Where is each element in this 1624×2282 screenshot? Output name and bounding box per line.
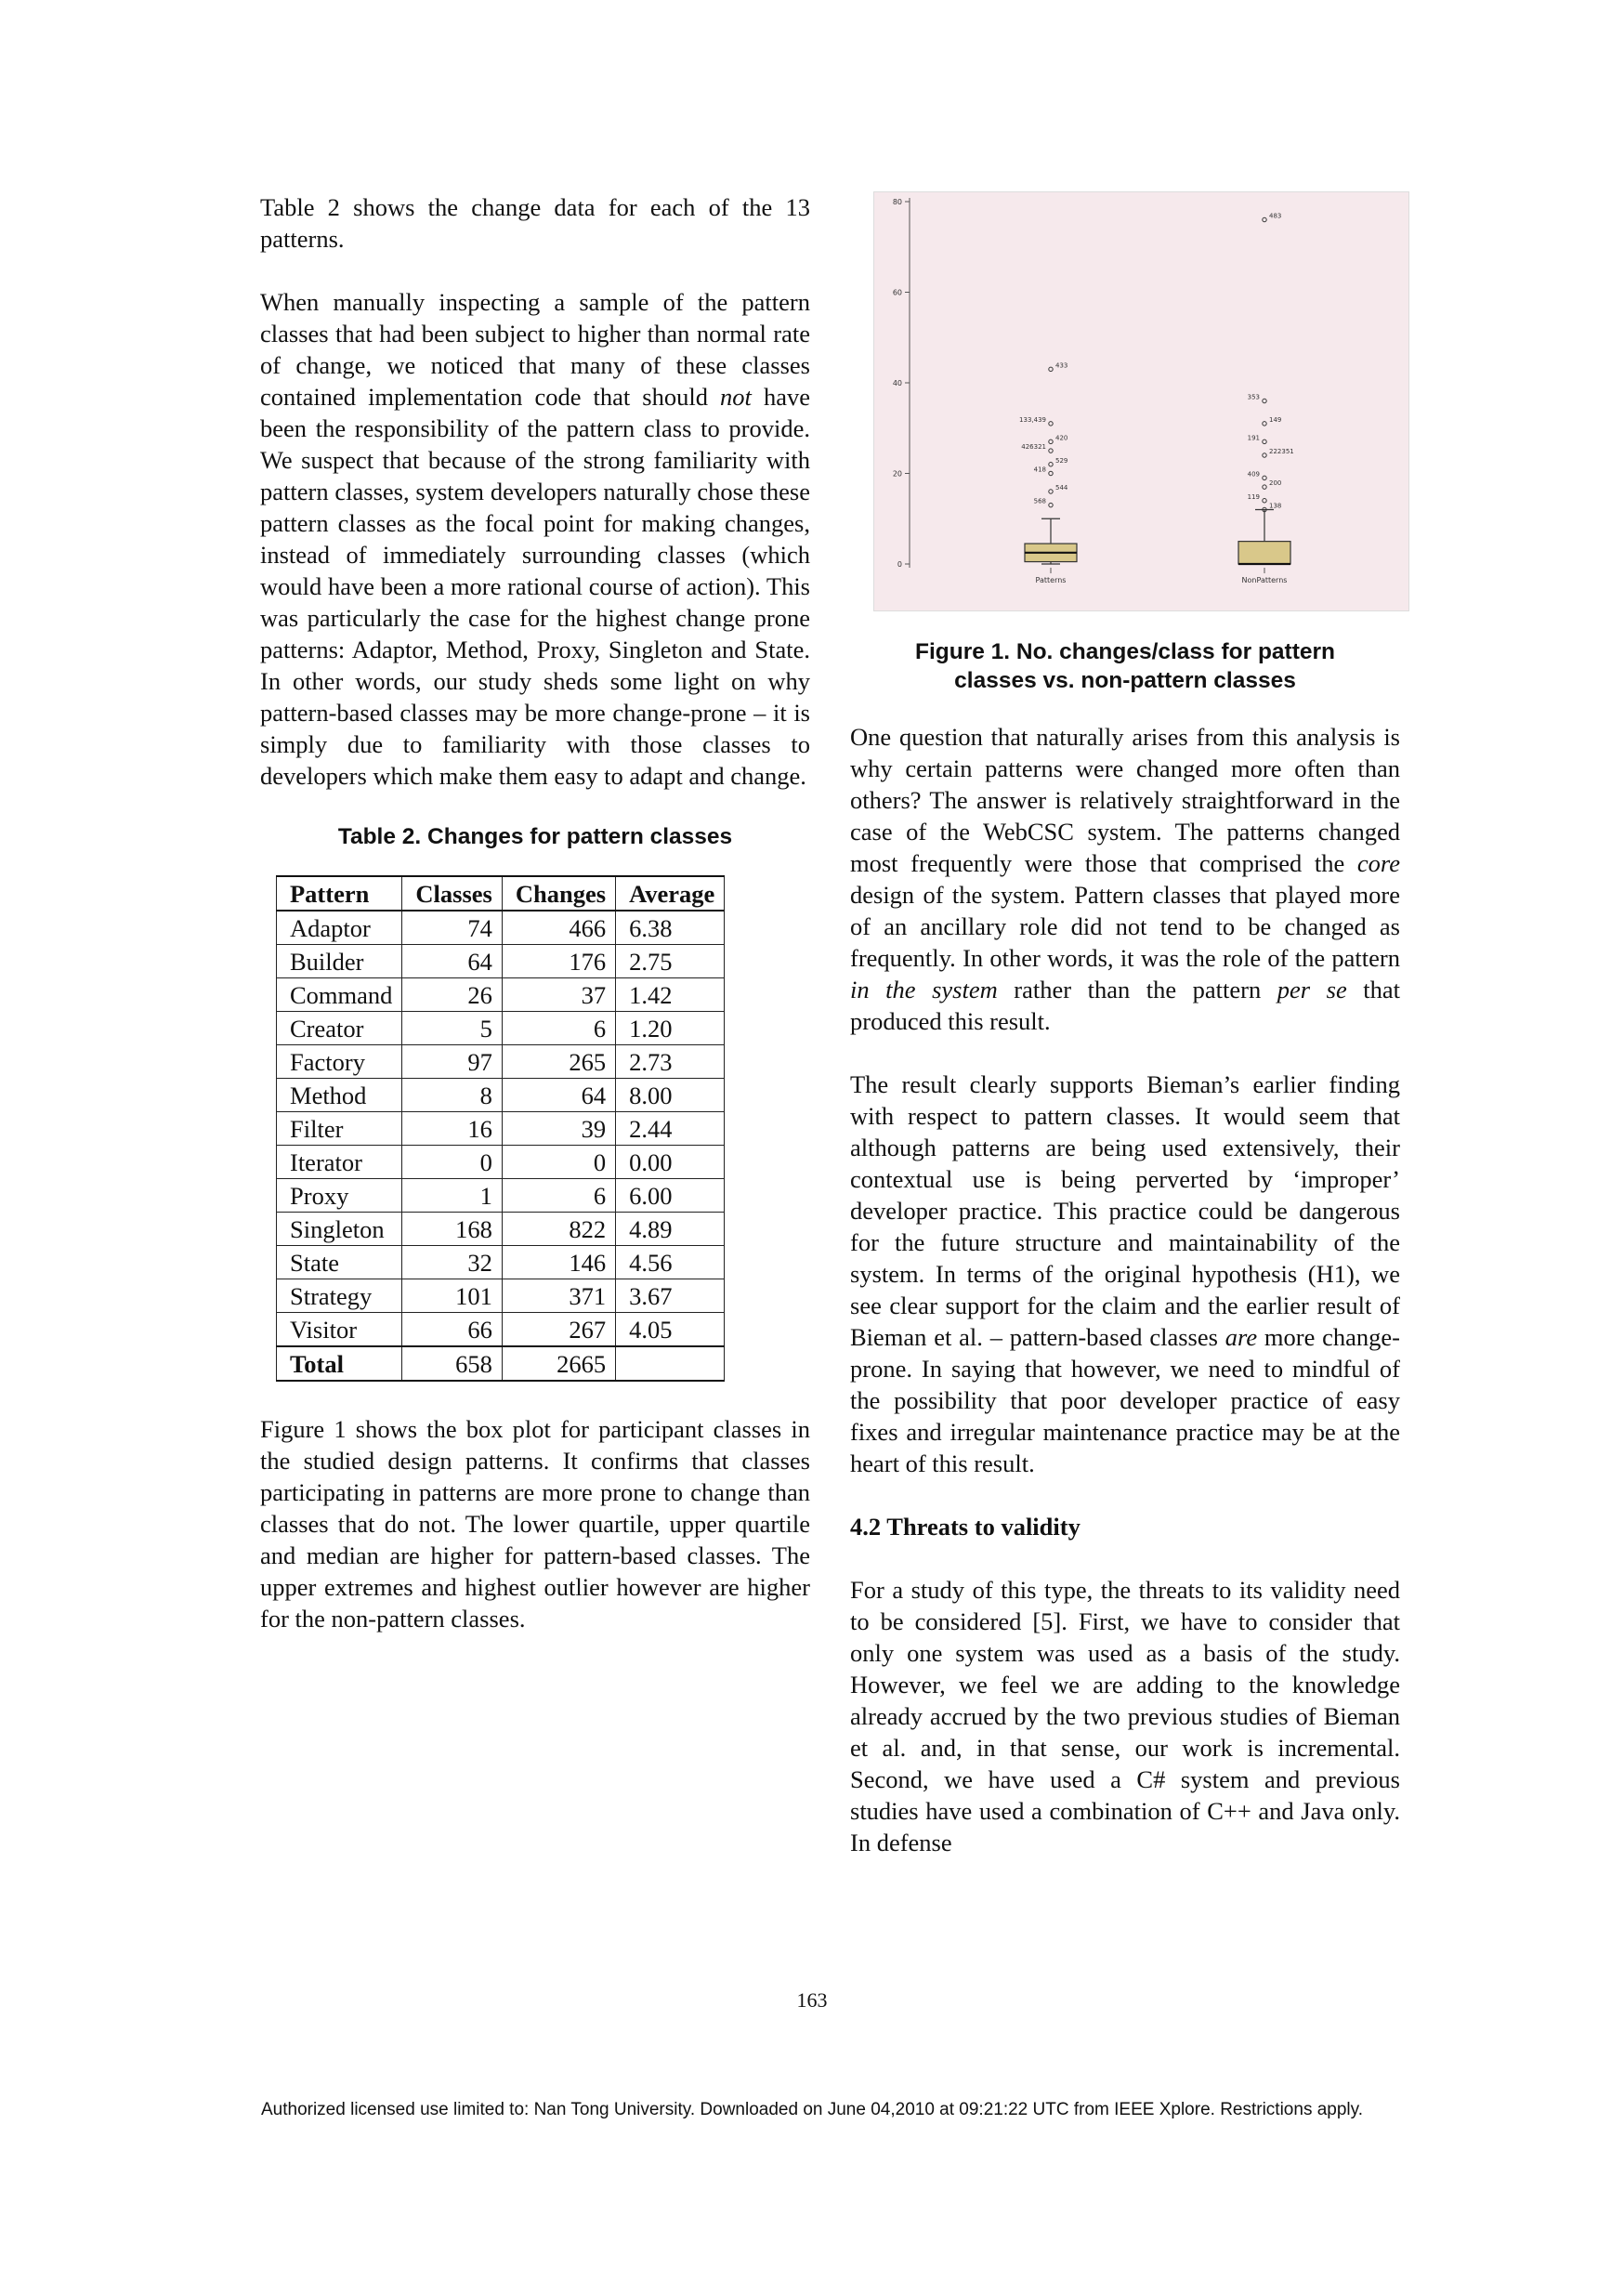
cell-changes: 146 [502, 1246, 615, 1279]
cell-changes: 267 [502, 1313, 615, 1347]
outlier-label: 133,439 [1019, 415, 1046, 424]
outlier-point [1049, 439, 1053, 443]
cell-pattern: Command [277, 978, 402, 1012]
paragraph: Table 2 shows the change data for each of the 13 patterns. [260, 193, 810, 253]
table-row [277, 1246, 725, 1279]
table-row [277, 1279, 725, 1313]
cell-changes: 6 [502, 1179, 615, 1213]
outlier-point [1049, 449, 1053, 452]
table-row [277, 1213, 725, 1246]
text-run: more change-prone. In saying that however, we need to mindful of the possibility that poor developer practice of easy fixes and irregular maintenance practice may be at the heart of this result. [850, 1323, 1401, 1477]
cell-pattern: Filter [277, 1112, 402, 1146]
cell-average: 4.56 [616, 1246, 725, 1279]
text-run: design of the system. Pattern classes that played more of an ancillary role did not tend to be changed as frequently. In other words, it was the role of the pattern [850, 881, 1400, 972]
outlier-label: 149 [1269, 415, 1282, 424]
emphasis: in the system [850, 976, 998, 1003]
table-row [277, 911, 725, 945]
emphasis: not [720, 383, 752, 411]
cell-pattern: Proxy [277, 1179, 402, 1213]
table-header-row [277, 876, 725, 911]
outlier-label: 222351 [1269, 448, 1294, 455]
outlier-point [1263, 217, 1266, 221]
paragraph [260, 286, 810, 792]
emphasis: core [1356, 849, 1400, 877]
cell-classes: 16 [402, 1112, 502, 1146]
figure-caption-line: classes vs. non-pattern classes [954, 668, 1296, 693]
cell-changes: 466 [502, 911, 615, 945]
table-row [277, 1079, 725, 1112]
cell-pattern: Strategy [277, 1279, 402, 1313]
cell-average: 6.38 [616, 911, 725, 945]
outlier-label: 119 [1247, 492, 1260, 501]
outlier-point [1049, 471, 1053, 475]
cell-pattern: Method [277, 1079, 402, 1112]
col-header: Changes [502, 876, 615, 911]
outlier-label: 568 [1033, 497, 1046, 505]
outlier-label: 138 [1269, 502, 1282, 510]
text-run: When manually inspecting a sample of the pattern classes that had been subject to higher than normal rate of change, we noticed that many of these classes contained implementation code that should [260, 288, 810, 411]
col-header: Pattern [277, 876, 402, 911]
emphasis: are [1225, 1323, 1258, 1351]
text-run: have been the responsibility of the pattern class to provide. We suspect that because of the strong familiarity with pattern classes, system developers naturally chose these pattern classes as the focal point for making changes, instead of immediately surrounding classes (which would have been a more rational course of action). This was particularly the case for the highest change prone patterns: Adaptor, Method, Proxy, Singleton and State. In other words, our study sheds some light on why pattern-based classes may be more change-prone – it is simply due to familiarity with those classes to developers which make them easy to adapt and change. [260, 383, 810, 790]
figure-1-boxplot [873, 191, 1409, 611]
outlier-point [1263, 399, 1266, 402]
outlier-label: 191 [1247, 434, 1260, 442]
cell-average: 8.00 [616, 1079, 725, 1112]
cell-classes: 168 [402, 1213, 502, 1246]
y-tick-label: 0 [897, 560, 902, 569]
cell-changes: 265 [502, 1045, 615, 1079]
cell-classes: 74 [402, 911, 502, 945]
outlier-label: 200 [1269, 479, 1282, 488]
table-row [277, 945, 725, 978]
box-rect [1238, 542, 1290, 564]
figure-caption-line: Figure 1. No. changes/class for pattern [914, 639, 1335, 664]
left-column [260, 191, 810, 1634]
cell-average: 2.75 [616, 945, 725, 978]
paragraph: For a study of this type, the threats to its validity need to be considered [5]. First, we have to consider that only one system was used as a basis of the study. However, we feel we are adding to the knowledge already accrued by the two previous studies of Bieman et al. and, in that sense, our work is incremental. Second, we have used a C# system and previous studies have used a combination of C++ and Java only. In defense [850, 1576, 1400, 1856]
table-row [277, 1313, 725, 1347]
table-row [277, 978, 725, 1012]
cell-pattern: Iterator [277, 1146, 402, 1179]
cell-pattern: State [277, 1246, 402, 1279]
table-caption: Table 2. Changes for pattern classes [337, 824, 733, 849]
cell-classes: 32 [402, 1246, 502, 1279]
y-tick-label: 60 [892, 288, 902, 297]
paragraph: Figure 1 shows the box plot for participant classes in the studied design patterns. It confirms that classes participating in patterns are more prone to change than classes that do not. The lower quartile, upper quartile and median are higher for pattern-based classes. The upper extremes and highest outlier however are higher for the non-pattern classes. [260, 1415, 810, 1633]
cell-average: 3.67 [616, 1279, 725, 1313]
cell-changes: 822 [502, 1213, 615, 1246]
text-run: that produced this result. [850, 976, 1401, 1035]
cell-average: 4.89 [616, 1213, 725, 1246]
cell-total-changes: 2665 [502, 1346, 615, 1381]
cell-classes: 26 [402, 978, 502, 1012]
table-row [277, 1179, 725, 1213]
text-run: One question that naturally arises from this analysis is why certain patterns were changed more often than others? The answer is relatively straightforward in the case of the WebCSC system. The patterns changed most frequently were those that comprised the [850, 723, 1400, 877]
cell-average: 1.42 [616, 978, 725, 1012]
cell-classes: 5 [402, 1012, 502, 1045]
cell-pattern: Creator [277, 1012, 402, 1045]
cell-classes: 101 [402, 1279, 502, 1313]
cell-classes: 64 [402, 945, 502, 978]
cell-changes: 64 [502, 1079, 615, 1112]
outlier-point [1263, 485, 1266, 489]
cell-average: 0.00 [616, 1146, 725, 1179]
emphasis: per se [1277, 976, 1347, 1003]
outlier-point [1049, 367, 1053, 371]
cell-changes: 37 [502, 978, 615, 1012]
section-heading: 4.2 Threats to validity [850, 1513, 1080, 1541]
outlier-point [1049, 422, 1053, 426]
cell-total-label: Total [277, 1346, 402, 1381]
paragraph [850, 1069, 1400, 1479]
right-column [850, 637, 1400, 1858]
text-run: rather than the pattern [997, 976, 1277, 1003]
table-total-row [277, 1346, 725, 1381]
cell-classes: 97 [402, 1045, 502, 1079]
outlier-label: 433 [1055, 361, 1068, 370]
cell-total-classes: 658 [402, 1346, 502, 1381]
cell-pattern: Factory [277, 1045, 402, 1079]
cell-average: 6.00 [616, 1179, 725, 1213]
x-category-label: NonPatterns [1241, 576, 1288, 584]
outlier-point [1049, 490, 1053, 493]
outlier-point [1263, 439, 1266, 443]
paragraph [850, 721, 1400, 1037]
cell-total-average [616, 1346, 725, 1381]
outlier-label: 483 [1269, 212, 1282, 220]
outlier-point [1263, 499, 1266, 503]
outlier-label: 409 [1247, 470, 1260, 479]
table-row [277, 1012, 725, 1045]
cell-pattern: Adaptor [277, 911, 402, 945]
cell-pattern: Builder [277, 945, 402, 978]
outlier-point [1263, 453, 1266, 457]
x-category-label: Patterns [1035, 576, 1067, 584]
outlier-point [1049, 503, 1053, 506]
cell-pattern: Singleton [277, 1213, 402, 1246]
col-header: Classes [402, 876, 502, 911]
table-row [277, 1045, 725, 1079]
cell-classes: 1 [402, 1179, 502, 1213]
cell-pattern: Visitor [277, 1313, 402, 1347]
y-tick-label: 80 [892, 198, 902, 206]
outlier-label: 418 [1033, 466, 1046, 474]
boxplot-chart [874, 192, 1408, 610]
cell-changes: 6 [502, 1012, 615, 1045]
cell-changes: 39 [502, 1112, 615, 1146]
outlier-point [1263, 422, 1266, 426]
changes-table [276, 875, 725, 1382]
table-row [277, 1112, 725, 1146]
cell-average: 2.73 [616, 1045, 725, 1079]
outlier-label: 420 [1055, 434, 1068, 442]
outlier-point [1263, 476, 1266, 479]
outlier-label: 353 [1247, 393, 1260, 401]
cell-classes: 8 [402, 1079, 502, 1112]
figure-caption [850, 637, 1400, 695]
cell-classes: 0 [402, 1146, 502, 1179]
footer-notice: Authorized licensed use limited to: Nan Tong University. Downloaded on June 04,2010 at 09:21:22 UTC from IEEE Xplore. Restrictions apply. [260, 2100, 1364, 2119]
outlier-label: 426321 [1021, 443, 1046, 452]
page-number: 163 [796, 1988, 828, 2012]
cell-average: 4.05 [616, 1313, 725, 1347]
cell-changes: 0 [502, 1146, 615, 1179]
y-tick-label: 20 [892, 469, 902, 479]
outlier-point [1049, 463, 1053, 466]
outlier-label: 529 [1055, 456, 1068, 465]
cell-changes: 371 [502, 1279, 615, 1313]
cell-changes: 176 [502, 945, 615, 978]
y-tick-label: 40 [892, 379, 902, 387]
cell-average: 1.20 [616, 1012, 725, 1045]
cell-classes: 66 [402, 1313, 502, 1347]
outlier-label: 544 [1055, 484, 1068, 492]
col-header: Average [616, 876, 725, 911]
text-run: The result clearly supports Bieman’s earlier finding with respect to pattern classes. It would seem that although patterns are being used extensively, their contextual use is being perverted by ‘improper’ developer practice. This practice could be dangerous for the future structure and maintainability of the system. In terms of the original hypothesis (H1), we see clear support for the claim and the earlier result of Bieman et al. – pattern-based classes [850, 1070, 1400, 1351]
cell-average: 2.44 [616, 1112, 725, 1146]
table-row [277, 1146, 725, 1179]
